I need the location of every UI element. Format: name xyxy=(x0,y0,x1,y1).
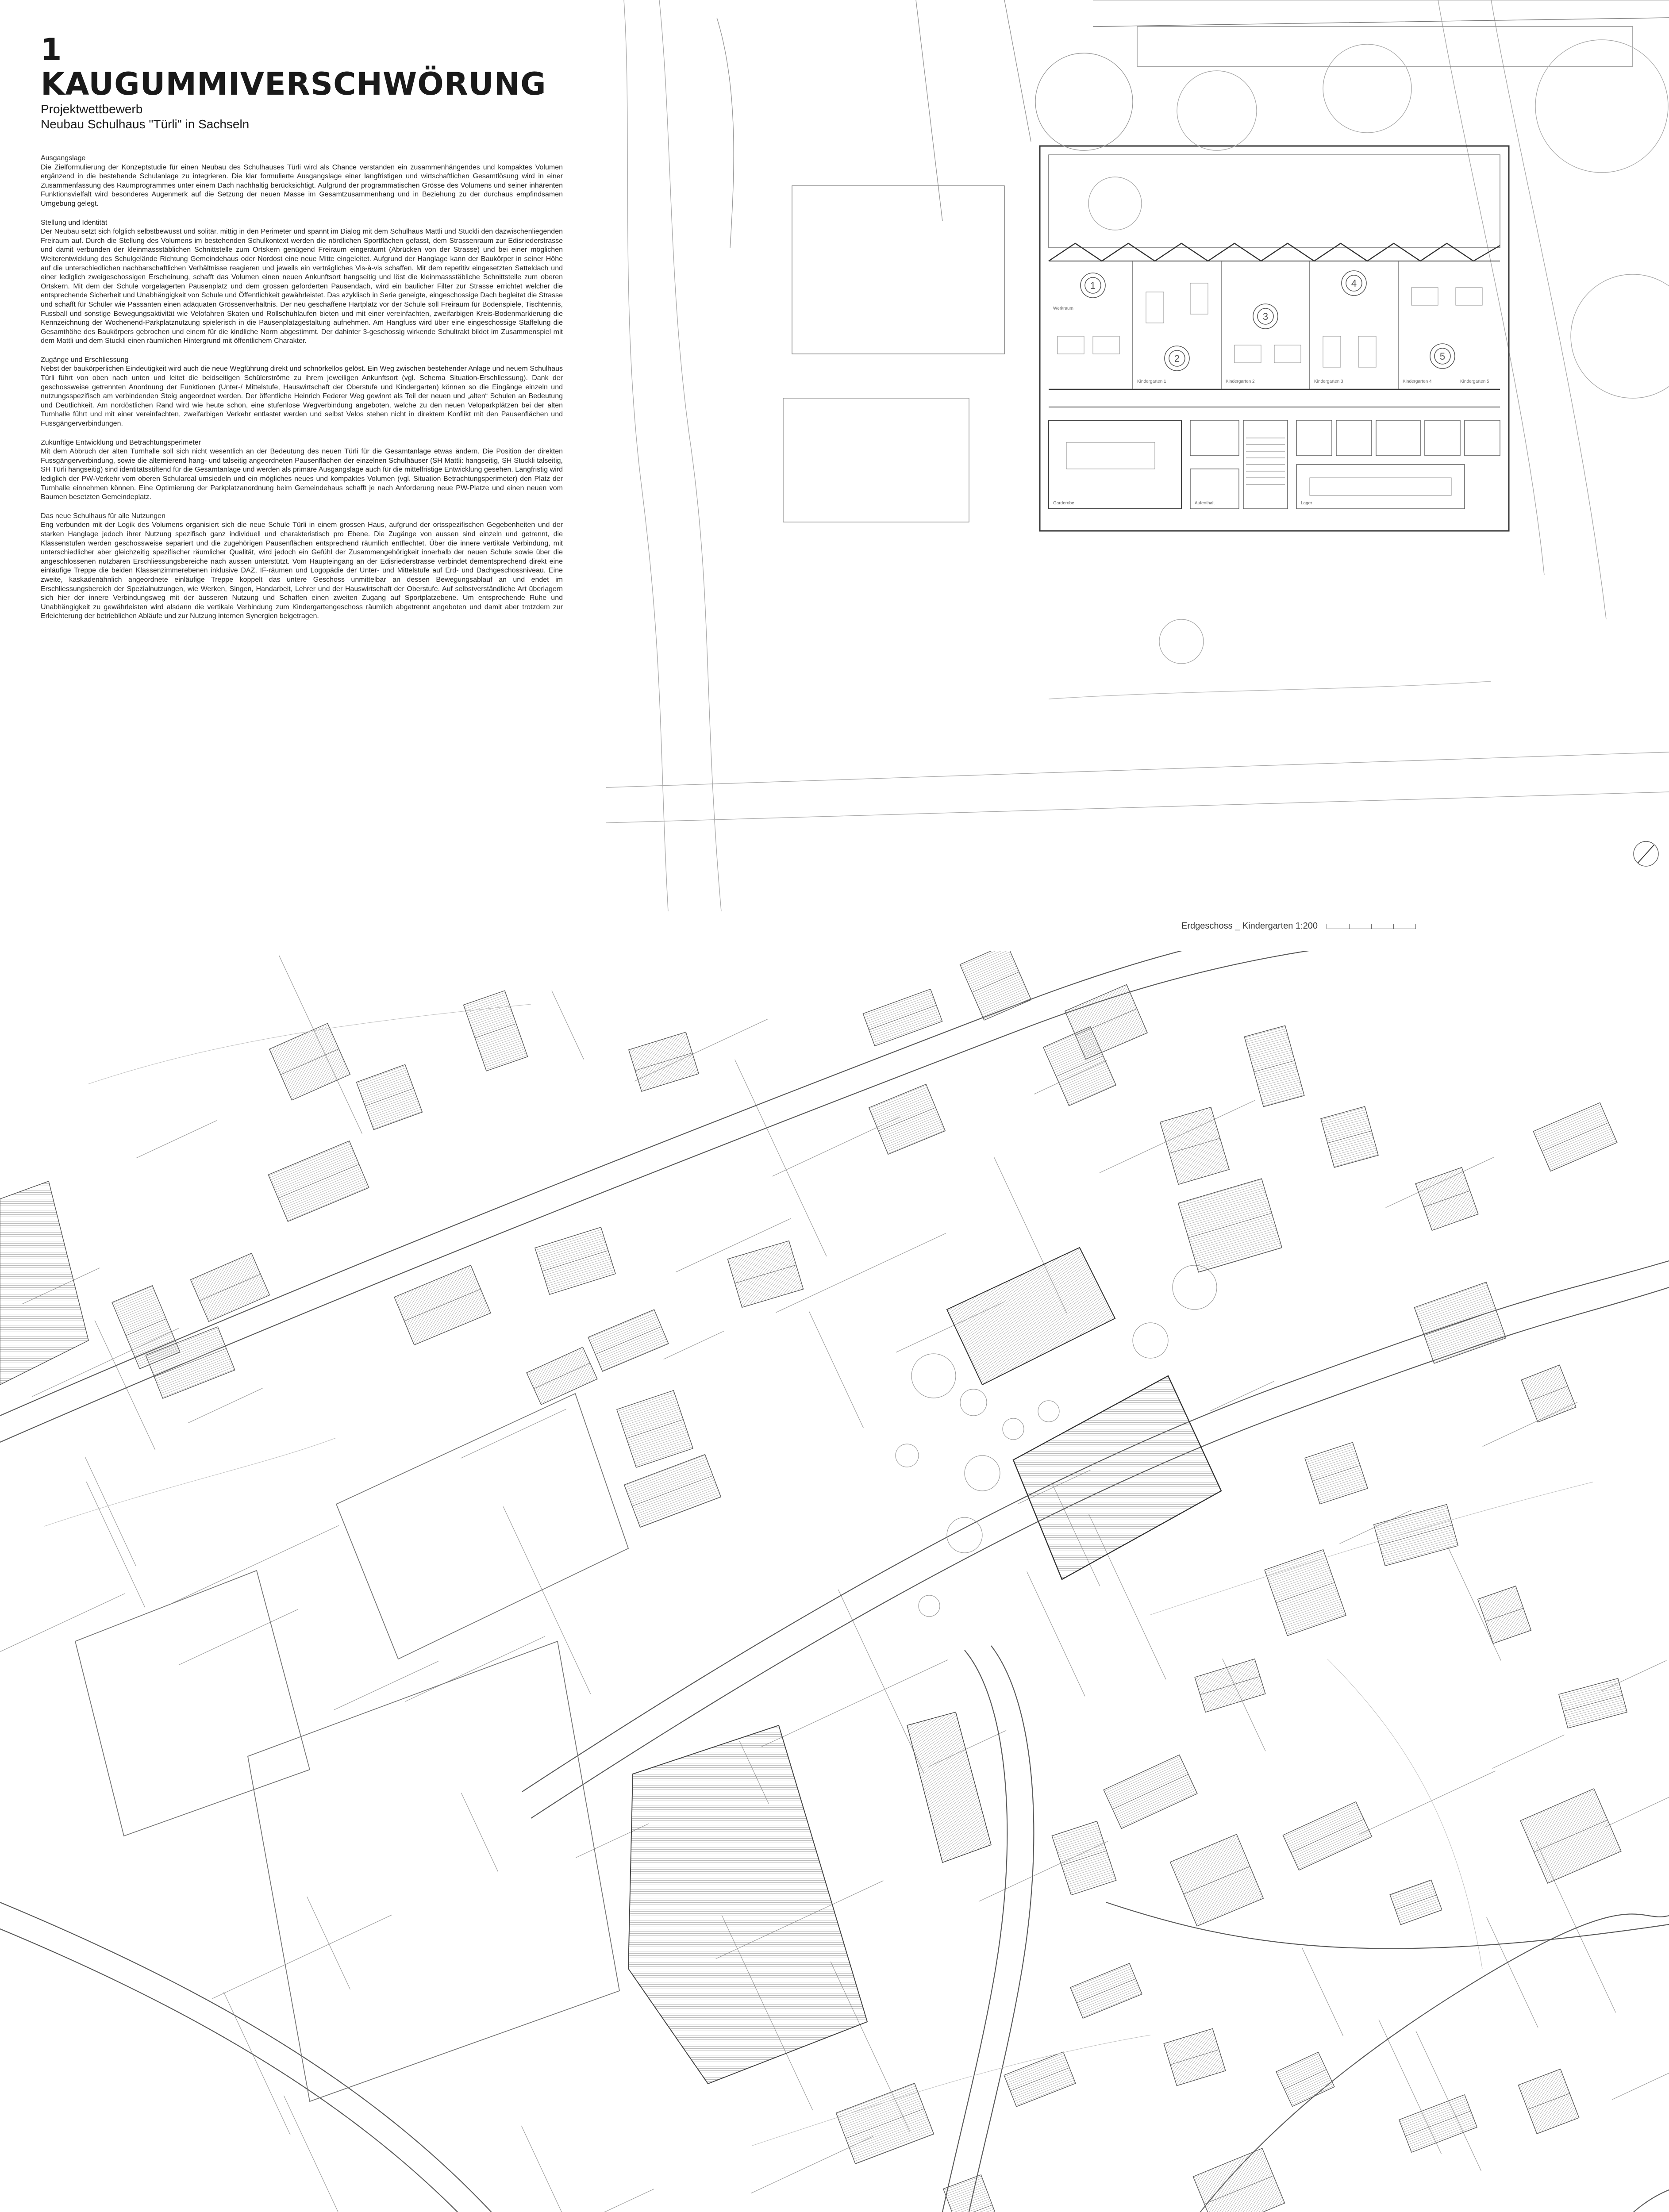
project-subtitle: Projektwettbewerb xyxy=(41,102,143,116)
section-body: Mit dem Abbruch der alten Turnhalle soll sich nicht wesentlich an der Bedeutung des neuen Türli für die Gesamtanlage etwas ändern. Die Position der direkten Fussgängerverbindung, sowie die alternierend hang- und talseitig angeordneten Pausenflächen der einzelnen Schulhäuser (SH Mattli: hangseitig, SH Stuckli talseitig, SH Türli hangseitig) sind identitätsstiftend für die Gesamtanlage und werden als primäre Ausgangslage auch für die mittelfristige Entwicklung gesehen. Langfristig wird lediglich der PW-Verkehr vom oberen Schulareal umsiedeln und ein mögliches neues und kompaktes Volumen (vgl. Situation Betrachtungsperimeter) den Platz der Turnhalle einnehmen können. Eine Optimierung der Parkplatzanordnung beim Gemeindehaus schafft je nach Anforderung neue PW-Platze und einen neuen vom Baumen besetzten Gemeindeplatz. xyxy=(41,448,563,501)
section-entwicklung xyxy=(41,438,563,502)
kg-circle-label: 1 xyxy=(1090,280,1096,291)
room-label: Kindergarten 4 xyxy=(1403,379,1432,384)
section-schulhaus xyxy=(41,512,563,621)
kg-circle-label: 3 xyxy=(1262,311,1269,322)
kg-circle-label: 2 xyxy=(1174,353,1180,364)
section-body: Nebst der baukörperlichen Eindeutigkeit wird auch die neue Wegführung direkt und schnörkellos gelöst. Ein Weg zwischen bestehender Anlage und neuem Schulhaus Türli führt von oben nach unten und leitet die beidseitigen Schülerströme zu ihrem jeweiligen Ankunftsort (vgl. Schema Situation-Erschliessung). Dank der geschossweise getrennten Anordnung der Funktionen (Unter-/ Mittelstufe, Hauswirtschaft der Oberstufe und Kindergarten) können so die Eingänge einzeln und nutzungsspezifisch am verbindenden Steig angeordnet werden. Der öffentliche Heinrich Federer Weg gewinnt als Teil der neuen und „alten“ Schulen an Bedeutung und Deutlichkeit. Am nordöstlichen Rand wird wie heute schon, eine stufenlose Wegverbindung angeboten, welche zu den neuen Veloparkplätzen bei der alten Turnhalle führt und mit einer vereinfachten, zweifarbigen Verkehr entlastet werden und selbst Velos stehen nicht in direktem Konflikt mit den Pausenflächen und Fussgängerverbindungen. xyxy=(41,365,563,428)
section-heading: Das neue Schulhaus für alle Nutzungen xyxy=(41,512,165,520)
section-body: Der Neubau setzt sich folglich selbstbewusst und solitär, mittig in den Perimeter und spannt im Dialog mit dem Schulhaus Mattli und Stuckli den dazwischenliegenden Freiraum auf. Durch die Stellung des Volumens im bestehenden Schulkontext werden die nördlichen Sportflächen gefasst, dem Strassenraum zur Edisriederstrasse und damit verbunden der kleinmassstäblichen Schnittstelle zum Ortskern genügend Freiraum eingeräumt (Abrücken von der Strasse) und bei einer möglichen Weiterentwicklung des Schulgelände Richtung Gemeindehaus oder Nordost eine neue Mitte eingeleitet. Aufgrund der Hanglage kann der Baukörper in seiner Höhe auf die unterschiedlichen nachbarschaftlichen Verhältnisse reagieren und jeweils ein verträgliches Vis-à-vis schaffen. Mit dem repetitiv eingesetzten Satteldach und einer lediglich zweigeschossigen Erscheinung, schafft das Volumen einen neuen Ankunftsort hangseitig und löst die kleinmassstäbliche Schnittstelle zum oberen Ortskern. Mit dem der Schule vorgelagerten Pausenplatz und dem grossen geforderten Pausendach, wird ein baulicher Filter zur Strasse errichtet welcher die entsprechende Sicherheit und Unabhängigkeit von Schule und Öffentlichkeit gewährleistet. Das azyklisch in Serie geneigte, eingeschossige Dach begleitet die Strasse und schafft für Schüler wie Passanten einen adäquaten Grössenverhältnis. Der neu geschaffene Hartplatz vor der Schule soll Freiraum für Bodenspiele, Tischtennis, Fussball und sonstige Bewegungsaktivität wie Velofahren Skaten und Rollschuhlaufen bieten und mit einer vereinfachten, zweifarbigen Kreis-Bodenmarkierung die Kennzeichnung der Wochenend-Parkplatznutzung spielerisch in die Pausenplatzgestaltung aufnehmen. Am Hangfuss wird über eine eingeschossige Staffelung die Gesamthöhe des Baukörpers gebrochen und einem für die kindliche Norm abgestimmt. Der dahinter 3-geschossig wirkende Schultrakt bildet im Zusammenspiel mit dem Mattli und dem Stuckli einen räumlichen Hintergrund mit öffentlichem Charakter. xyxy=(41,228,563,345)
project-header xyxy=(41,34,572,132)
room-label: Kindergarten 1 xyxy=(1137,379,1166,384)
kg-circle-label: 5 xyxy=(1439,351,1446,362)
room-label: Garderobe xyxy=(1053,501,1074,506)
scale-bar xyxy=(1327,924,1416,929)
room-label: Kindergarten 3 xyxy=(1314,379,1343,384)
project-subtitle-location: Neubau Schulhaus "Türli" in Sachseln xyxy=(41,117,250,131)
section-body: Die Zielformulierung der Konzeptstudie für einen Neubau des Schulhauses Türli wird als Chance verstanden ein zusammenhängendes und kompaktes Volumen ergänzend in die bestehende Schulanlage zu integrieren. Die klar formulierte Ausgangslage einer langfristigen und wirtschaftlichen Gesamtlösung wird in einer Zusammenfassung des Raumprogrammes unter einem Dach nachhaltig berücksichtigt. Aufgrund der programmatischen Grösse des Volumens und seiner inhärenten Funktionsvielfalt wird besonderes Augenmerk auf die Setzung der neuen Masse im Gesamtzusammenhang und in Beziehung zu der durchaus empfindsamen Umgebung gelegt. xyxy=(41,163,563,207)
section-stellung xyxy=(41,219,563,346)
kg-circle-label: 4 xyxy=(1351,278,1357,289)
room-label: Kindergarten 5 xyxy=(1460,379,1489,384)
site-plan-drawing xyxy=(0,951,1669,2212)
description-text xyxy=(41,154,563,631)
floorplan-caption xyxy=(1181,921,1416,931)
room-label: Aufenthalt xyxy=(1195,501,1215,506)
section-ausgangslage xyxy=(41,154,563,209)
project-title: KAUGUMMIVERSCHWÖRUNG xyxy=(41,66,546,102)
section-heading: Zugänge und Erschliessung xyxy=(41,356,129,364)
section-heading: Stellung und Identität xyxy=(41,219,108,227)
section-heading: Ausgangslage xyxy=(41,154,86,162)
room-label: Werkraum xyxy=(1053,306,1073,311)
section-heading: Zukünftige Entwicklung und Betrachtungsperimeter xyxy=(41,438,201,446)
floorplan-drawing xyxy=(606,0,1669,911)
floorplan-caption-text: Erdgeschoss _ Kindergarten 1:200 xyxy=(1181,921,1318,931)
room-label: Lager xyxy=(1301,501,1312,506)
room-label: Kindergarten 2 xyxy=(1226,379,1255,384)
project-number: 1 xyxy=(41,32,63,67)
section-body: Eng verbunden mit der Logik des Volumens organisiert sich die neue Schule Türli in einem grossen Haus, aufgrund der ortsspezifischen Gegebenheiten und der starken Hanglage jedoch ihrer Nutzung spezifisch ganz individuell und charakteristisch pro Ebene. Die Zugänge von aussen sind einzeln und getrennt, die Klassenstufen werden geschossweise separiert und die zugehörigen Pausenflächen entsprechend räumlich entflechtet. Über die innere vertikale Verbindung, mit unterschiedlicher aber gleichzeitig spezifischer räumlicher Qualität, wird jedoch ein Gefühl der Zusammengehörigkeit innerhalb der neuen Schule sowie über die angeschlossenen nutzbaren Erschliessungsbereiche nach aussen unterstützt. Vom Haupteingang an der Edisriederstrasse verbindet dementsprechend direkt eine einläufige Treppe die beiden Klassenzimmerebenen inklusive DAZ, IF-räumen und Logopädie der Unter- und Mittelstufe auf Erd- und Dachgeschossniveau. Eine zweite, kaskadenähnlich angeordnete einläufige Treppe koppelt das untere Geschoss unmittelbar an dessen Bewegungsablauf an und endet im Erschliessungsbereich der Spezialnutzungen, wie Werken, Singen, Handarbeit, Lehrer und der Hauswirtschaft der Oberstufe. Auf selbstverständliche Art überlagern sich hier der innere Verbindungsweg mit der äusseren Nutzung und Schaffen einen zweiten Zugang auf Sportplatzebene. Um entsprechende Ruhe und Unabhängigkeit zu gewährleisten wird alsdann die vertikale Verbindung zum Kindergartengeschoss räumlich abgetrennt angeboten und damit aber trotzdem zur Erleichterung der betrieblichen Abläufe und zur Nutzung internen Synergien beigetragen. xyxy=(41,521,563,620)
section-zugaenge xyxy=(41,356,563,429)
